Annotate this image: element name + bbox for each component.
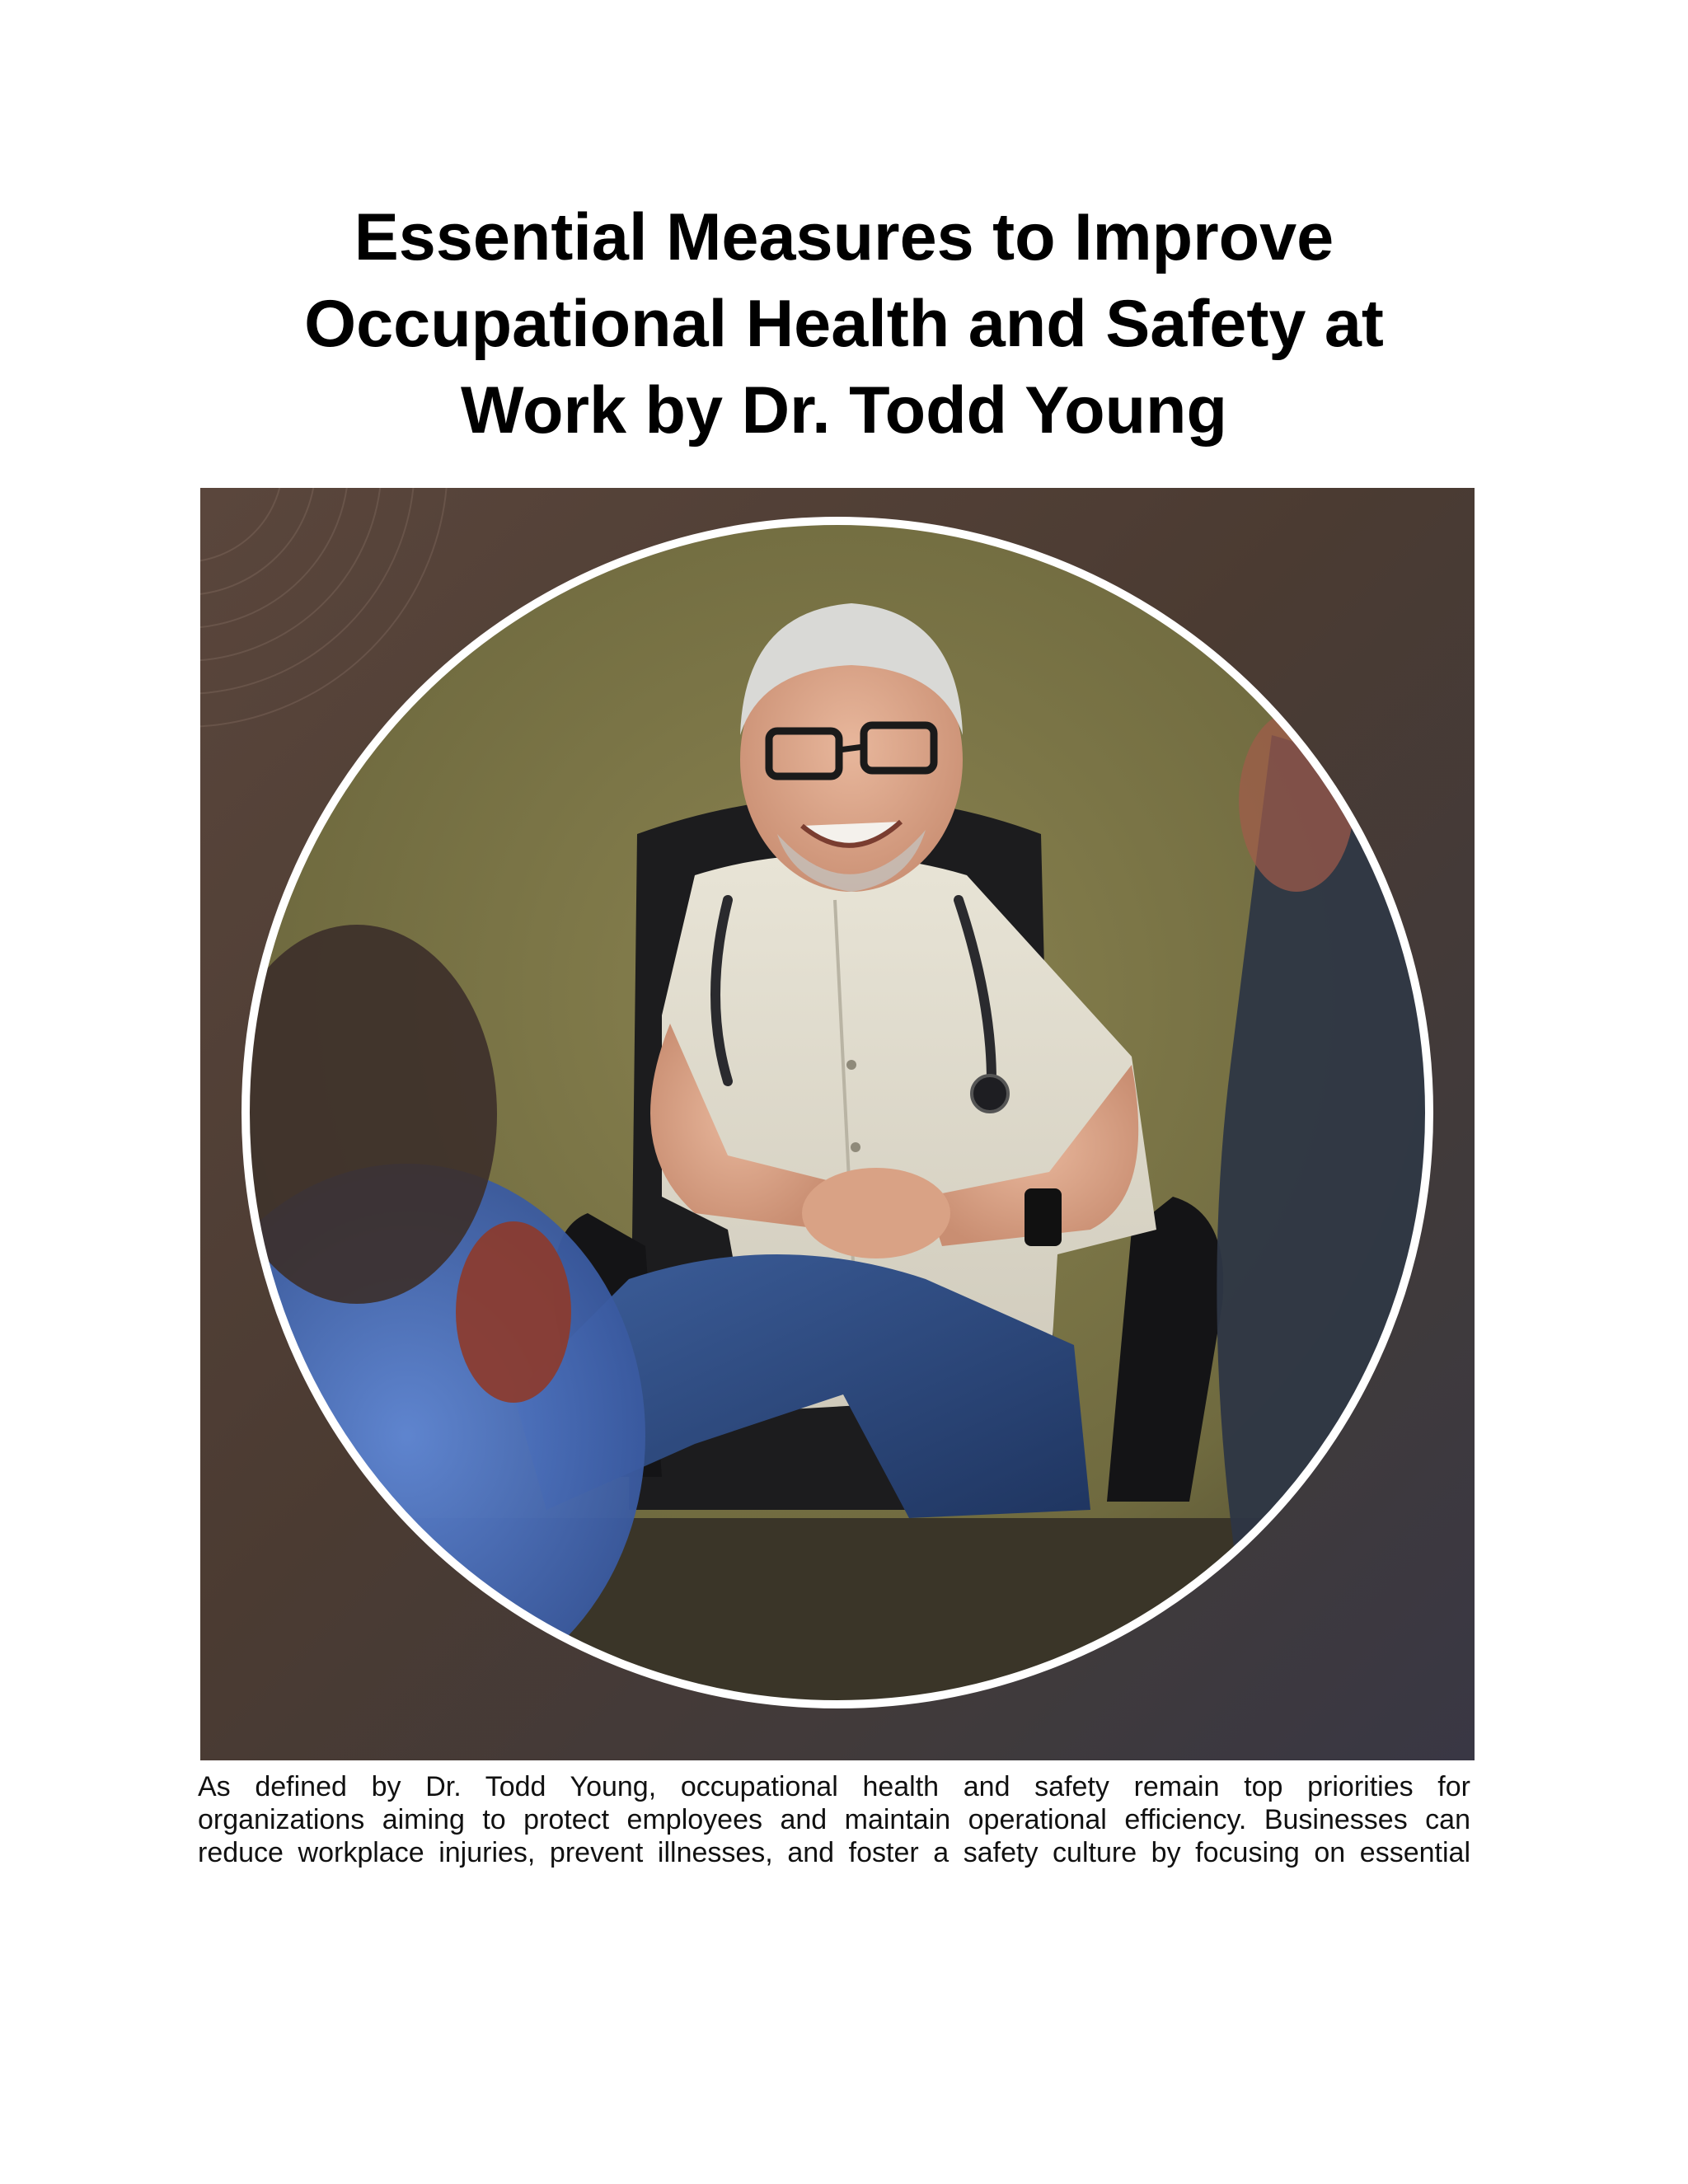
body-line-3: reduce workplace injuries, prevent illnesses, and foster a safety culture by focusing on essential — [198, 1837, 1470, 1868]
portrait-photo — [200, 488, 1475, 1760]
body-line-1: As defined by Dr. Todd Young, occupational health and safety remain top priorities for — [198, 1771, 1470, 1802]
intro-paragraph — [198, 1770, 1470, 1869]
portrait-illustration — [200, 488, 1475, 1760]
title-line-2: Occupational Health and Safety at — [304, 287, 1384, 361]
decorative-arcs — [200, 488, 448, 727]
document-title — [198, 194, 1490, 454]
title-line-3: Work by Dr. Todd Young — [461, 373, 1227, 448]
title-line-1: Essential Measures to Improve — [354, 200, 1334, 274]
body-line-2: organizations aiming to protect employees and maintain operational efficiency. Businesses can — [198, 1804, 1470, 1835]
